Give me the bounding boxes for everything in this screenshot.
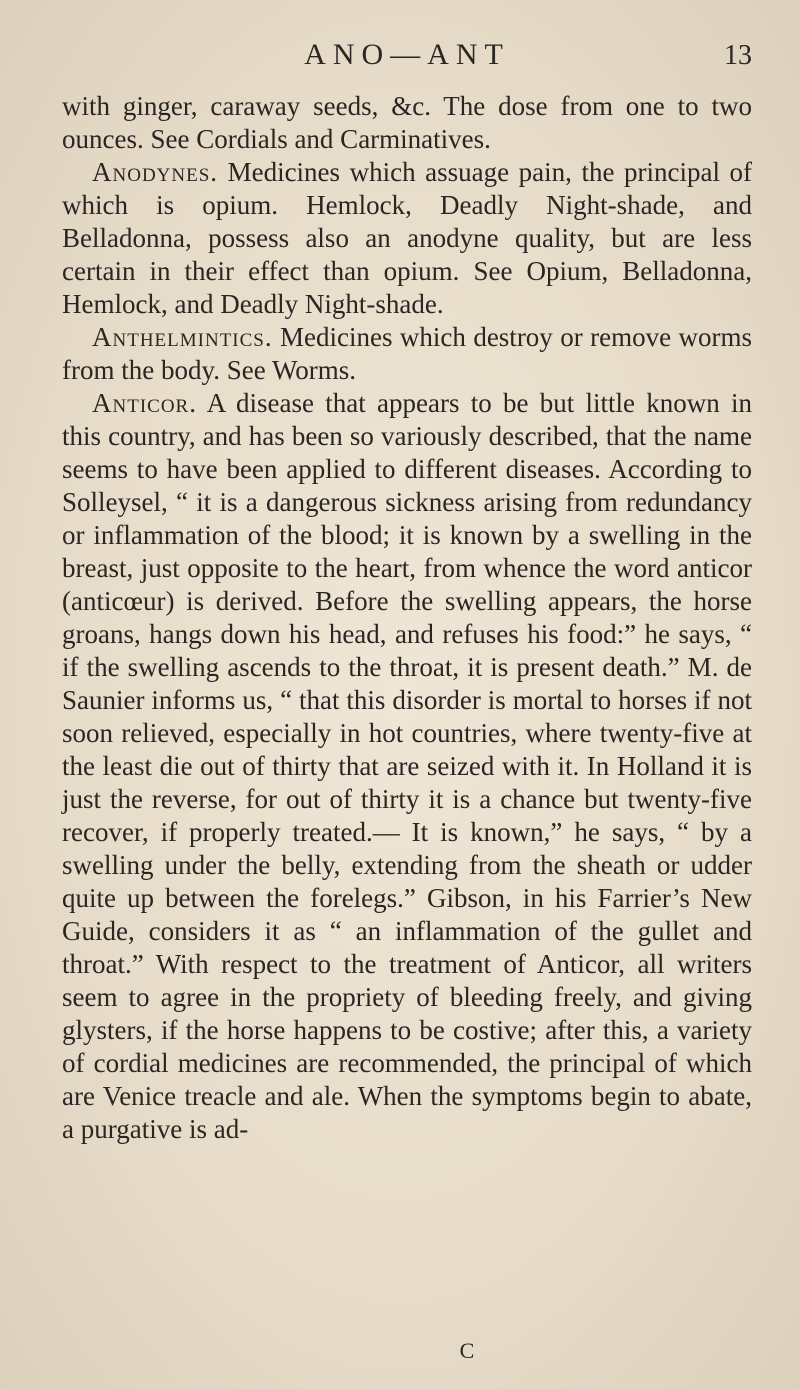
paragraph-carminatives-end <box>62 90 752 156</box>
entry-text: A disease that appears to be but little known in this country, and has been so variously described, that the name seems to have been applied to different diseases. According to Solleysel, “ it is a dangerous sickness arising from redundancy or inflammation of the blood; it is known by a swelling in the breast, just opposite to the heart, from whence the word anticor (anticœur) is derived. Before the swelling appears, the horse groans, hangs down his head, and refuses his food:” he says, “ if the swelling ascends to the throat, it is present death.” M. de Saunier informs us, “ that this disorder is mortal to horses if not soon relieved, especially in hot countries, where twenty-five at the least die out of thirty that are seized with it. In Holland it is just the reverse, for out of thirty it is a chance but twenty-five recover, if properly treated.— It is known,” he says, “ by a swelling under the belly, extending from the sheath or udder quite up between the forelegs.” Gibson, in his Farrier’s New Guide, considers it as “ an inflammation of the gullet and throat.” With respect to the treatment of Anticor, all writers seem to agree in the propriety of bleeding freely, and giving glysters, if the horse happens to be costive; after this, a variety of cordial medicines are recommended, the principal of which are Venice treacle and ale. When the symptoms begin to abate, a purgative is ad- <box>62 388 752 1144</box>
headword: Anodynes. <box>92 157 219 187</box>
signature-mark: C <box>459 1338 475 1363</box>
entry-anthelmintics <box>62 321 752 387</box>
body-text <box>62 90 752 1146</box>
running-head: ANO—ANT <box>304 38 510 71</box>
headword: Anticor. <box>92 388 197 418</box>
entry-anticor <box>62 387 752 1146</box>
headword: Anthelmintics. <box>92 322 273 352</box>
entry-anodynes <box>62 156 752 321</box>
book-page <box>62 38 752 1368</box>
paragraph-text: with ginger, caraway seeds, &c. The dose from one to two ounces. See Cordials and Carminatives. <box>62 91 752 154</box>
page-header <box>62 38 752 90</box>
entry-text: Medicines which assuage pain, the principal of which is opium. Hemlock, Deadly Night-shade, and Belladonna, possess also an anodyne quality, but are less certain in their effect than opium. See Opium, Belladonna, Hemlock, and Deadly Night-shade. <box>62 157 752 319</box>
entry-text: Medicines which destroy or remove worms from the body. See Worms. <box>62 322 752 385</box>
page-number: 13 <box>724 40 752 71</box>
